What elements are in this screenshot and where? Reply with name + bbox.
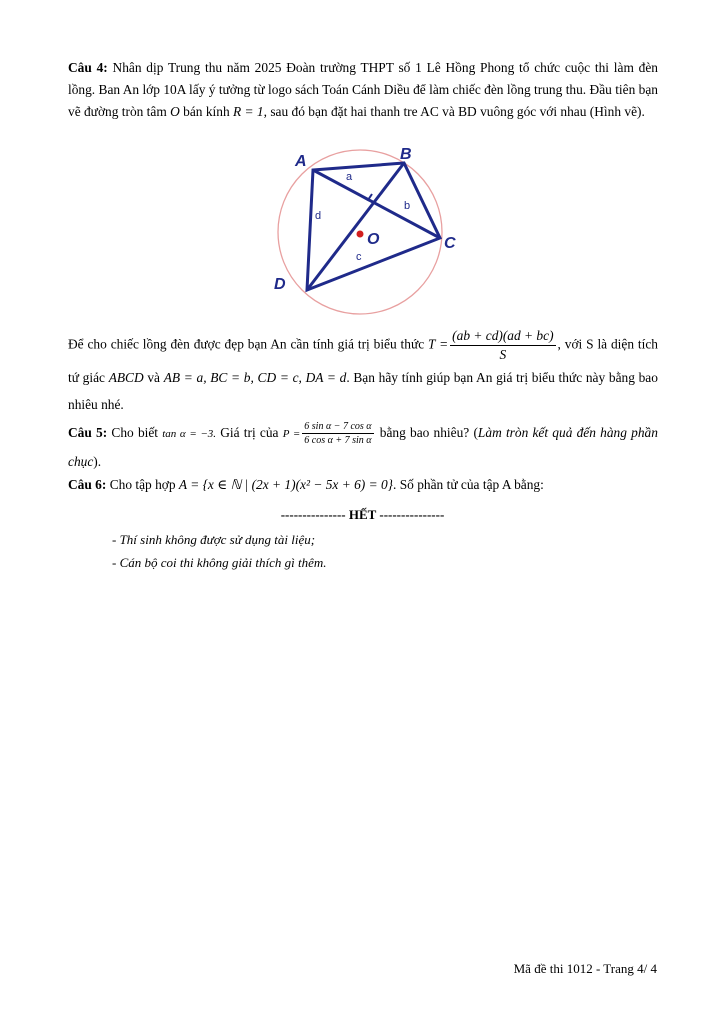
side-b-label: b	[404, 200, 411, 212]
page-footer: Mã đề thi 1012 - Trang 4/ 4	[513, 961, 657, 976]
t-lhs: T =	[428, 336, 449, 352]
side-a-label: a	[346, 171, 353, 183]
vertex-c: C	[444, 235, 456, 252]
question-6-text-2: . Số phần tử của tập A bằng:	[393, 477, 544, 492]
tan-given: tan α = −3.	[162, 428, 217, 440]
p-denominator: 6 cos α + 7 sin α	[304, 435, 372, 447]
lantern-figure	[0, 140, 725, 330]
question-5	[68, 419, 658, 476]
question-4-text-4: Để cho chiếc lồng đèn được đẹp bạn An cần tính giá trị biểu thức	[68, 336, 425, 352]
question-4-text-1: Nhân dịp Trung thu năm 2025 Đoàn trường THPT số 1 Lê Hồng Phong tổ chức cuộc thi làm đèn lồng. Ban An lớp 10A lấy ý tưởng từ logo sách Toán Cánh Diều để làm chiếc đèn lồng trung thu. Đầu tiên bạn vẽ đường tròn tâm	[68, 60, 658, 119]
question-4-text-5: , với S là diện tích tứ giác	[68, 336, 658, 385]
question-4-text-2: bán kính	[183, 104, 230, 119]
question-5-text-3: bằng bao nhiêu? (	[379, 425, 478, 440]
question-6	[68, 474, 658, 496]
quadrilateral-name: ABCD	[108, 370, 144, 385]
t-numerator: (ab + cd)(ad + bc)	[450, 327, 555, 346]
question-5-text-1: Cho biết	[111, 425, 159, 440]
diagonal-ac	[313, 170, 440, 238]
set-a-definition: A = {x ∈ ℕ | (2x + 1)(x² − 5x + 6) = 0}	[178, 477, 394, 492]
question-4-intro	[68, 57, 658, 123]
vertex-b: B	[400, 146, 412, 163]
question-5-rounding-note: Làm tròn kết quả đến hàng phần chục	[68, 425, 658, 469]
t-fraction	[450, 327, 555, 364]
note-1: - Thí sinh không được sử dụng tài liệu;	[112, 532, 316, 547]
radius-value: R = 1	[233, 104, 264, 119]
side-d-label: d	[315, 210, 322, 222]
question-4-expression	[68, 327, 658, 418]
center-point	[357, 231, 364, 238]
question-4-label: Câu 4:	[68, 60, 108, 75]
p-numerator: 6 sin α − 7 cos α	[304, 421, 372, 433]
question-5-text-2: Giá trị của	[220, 425, 279, 440]
note-2: - Cán bộ coi thi không giải thích gì thêm.	[112, 555, 327, 570]
circle-center: O	[170, 104, 180, 119]
question-4-text-7: . Bạn hãy tính giúp bạn An giá trị biểu thức này bằng bao nhiêu nhé.	[68, 370, 658, 412]
p-fraction	[302, 420, 373, 447]
question-5-text-4: ).	[93, 454, 102, 469]
center-label: O	[367, 231, 380, 248]
question-4-text-6: và	[147, 370, 160, 385]
question-6-label: Câu 6:	[68, 477, 107, 492]
t-denominator: S	[499, 347, 507, 362]
question-5-label: Câu 5:	[68, 425, 108, 440]
question-6-text-1: Cho tập hợp	[109, 477, 176, 492]
end-marker: --------------- HẾT ---------------	[280, 507, 445, 522]
side-lengths: AB = a, BC = b, CD = c, DA = d	[163, 370, 347, 385]
vertex-a: A	[295, 153, 307, 170]
p-lhs: P =	[282, 428, 301, 440]
vertex-d: D	[274, 276, 286, 293]
side-c-label: c	[356, 251, 362, 263]
question-4-text-3: , sau đó bạn đặt hai thanh tre AC và BD vuông góc với nhau (Hình vẽ).	[263, 104, 645, 119]
